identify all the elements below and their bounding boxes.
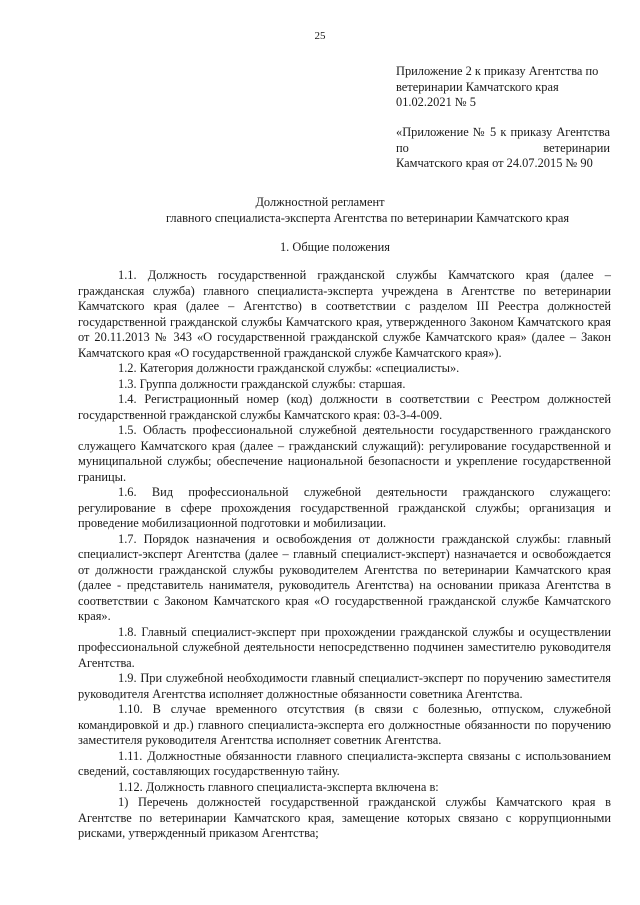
- document-body: [78, 268, 611, 842]
- appendix-reference-line1: «Приложение № 5 к приказу Агентства по ветеринарии: [396, 125, 610, 155]
- paragraph-1-9: 1.9. При служебной необходимости главный специалист-эксперт по поручению заместителя руководителя Агентства исполняет должностные обязанности советника Агентства.: [78, 671, 611, 701]
- paragraph-1-3: 1.3. Группа должности гражданской службы: старшая.: [118, 376, 406, 391]
- document-title: [0, 195, 640, 226]
- document-title-line1: Должностной регламент: [255, 195, 385, 209]
- paragraph-1-8: 1.8. Главный специалист-эксперт при прохождении гражданской службы и осуществлении профессиональной служебной деятельности непосредственно подчинен заместителю руководителя Агентства.: [78, 624, 611, 670]
- paragraph-1-11: 1.11. Должностные обязанности главного специалиста-эксперта связаны с использованием сведений, составляющих государственную тайну.: [78, 748, 611, 778]
- paragraph-1-12-item-1: 1) Перечень должностей государственной гражданской службы Камчатского края в Агентстве по ветеринарии Камчатского края, замещение которых связано с коррупционными рисками, утвержденный приказом Агентства;: [78, 795, 611, 840]
- appendix-reference: [396, 125, 610, 172]
- paragraph-1-12: 1.12. Должность главного специалиста-эксперта включена в:: [118, 779, 439, 794]
- page-number: 25: [314, 30, 326, 42]
- appendix-reference-line2: Камчатского края от 24.07.2015 № 90: [396, 156, 593, 170]
- paragraph-1-7: 1.7. Порядок назначения и освобождения от должности гражданской службы: главный специалист-эксперт Агентства (далее – главный специалист-эксперт) назначается и освобождается от должности гражданской службы руководителем Агентства по ветеринарии Камчатского края (далее - представитель нанимателя, руководитель Агентства) на основании приказа Агентства в соответствии с Законом Камчатского края «О государственной гражданской службе Камчатского края».: [78, 531, 611, 623]
- paragraph-1-1: 1.1. Должность государственной гражданской службы Камчатского края (далее – гражданская служба) главного специалиста-эксперта учреждена в Агентстве по ветеринарии Камчатского края (далее – Агентство) в соответствии с разделом III Реестра должностей государственной гражданской службы Камчатского края, утвержденного Законом Камчатского края от 20.11.2013 № 343 «О государственной гражданской службе Камчатского края» (далее – Закон Камчатского края «О государственной гражданской службе Камчатского края»).: [78, 268, 611, 360]
- document-title-line2: главного специалиста-эксперта Агентства по ветеринарии Камчатского края: [165, 210, 570, 225]
- appendix-header: Приложение 2 к приказу Агентства по ветеринарии Камчатского края 01.02.2021 № 5: [396, 64, 599, 109]
- paragraph-1-10: 1.10. В случае временного отсутствия (в связи с болезнью, отпуском, служебной командировкой и др.) главного специалиста-эксперта его должностные обязанности по поручению заместителя руководителя Агентства исполняет советник Агентства.: [78, 702, 611, 747]
- paragraph-1-6: 1.6. Вид профессиональной служебной деятельности гражданского служащего: регулирование в сфере прохождения государственной гражданской службы; организация и проведение мобилизационной подготовки и мобилизации.: [78, 485, 611, 530]
- paragraph-1-2: 1.2. Категория должности гражданской службы: «специалисты».: [118, 361, 460, 375]
- paragraph-1-4: 1.4. Регистрационный номер (код) должности в соответствии с Реестром должностей государственной гражданской службы Камчатского края: 03-3-4-009.: [78, 392, 611, 422]
- paragraph-1-5: 1.5. Область профессиональной служебной деятельности государственного гражданского служащего Камчатского края (далее – гражданский служащий): регулирование государственной и муниципальной службы; обеспечение национальной безопасности и укрепление государственной границы.: [78, 423, 611, 484]
- section-heading: 1. Общие положения: [279, 240, 390, 254]
